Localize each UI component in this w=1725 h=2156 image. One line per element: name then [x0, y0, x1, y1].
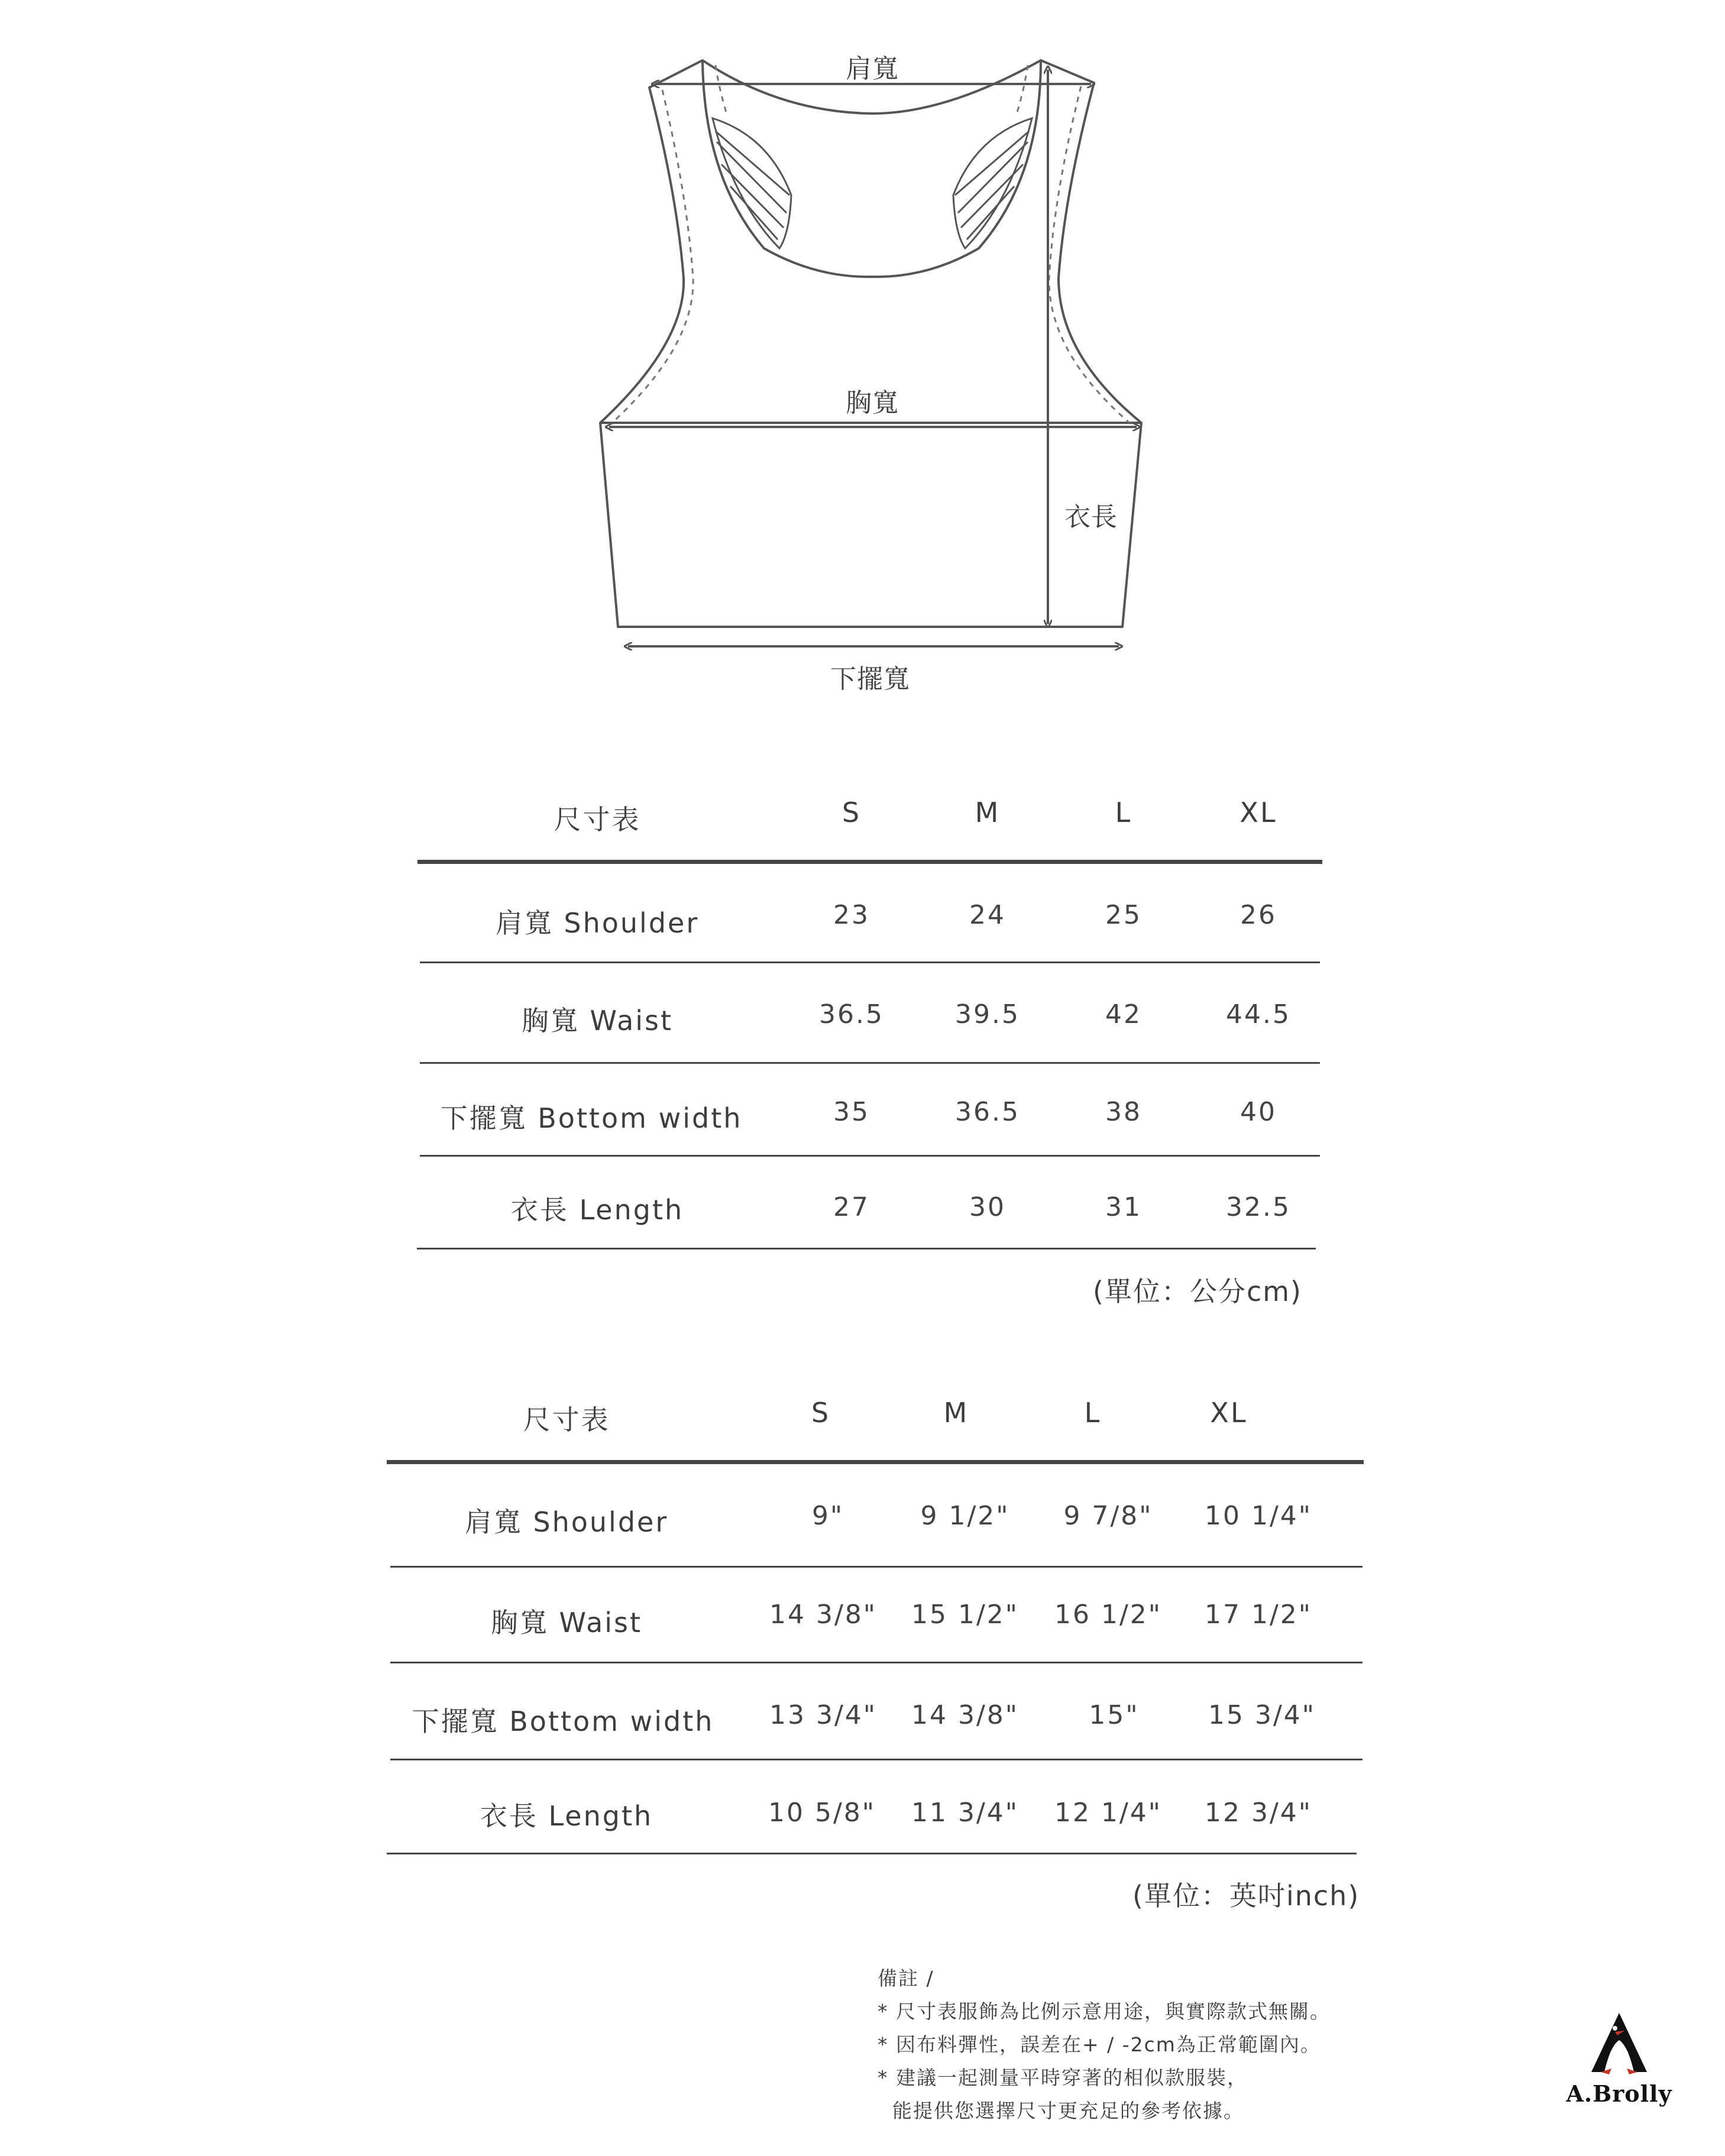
unit-note-inch: (單位：英吋inch): [1132, 1880, 1360, 1912]
table-cell: 38: [1105, 1097, 1142, 1127]
notes-block: [878, 1962, 1331, 2128]
table-cell: 26: [1240, 900, 1277, 930]
table-cell: 27: [833, 1192, 870, 1222]
tank-top-outline: [600, 60, 1141, 627]
row-divider: [390, 1759, 1362, 1760]
table-cell: 14 3/8": [769, 1600, 878, 1630]
table-cell: 14 3/8": [911, 1700, 1020, 1730]
row-label-bottom-width: 下擺寬 Bottom width: [440, 1102, 743, 1134]
header-divider: [418, 860, 1322, 864]
table-title: 尺寸表: [554, 804, 641, 836]
table-cell: 42: [1105, 999, 1142, 1030]
row-label-waist: 胸寬 Waist: [490, 1607, 643, 1639]
size-header-m: M: [975, 797, 1001, 828]
brand-name: A.Brolly: [1566, 2080, 1672, 2107]
table-cell: 35: [833, 1097, 870, 1127]
table-cell: 16 1/2": [1054, 1600, 1163, 1630]
note-line: * 建議一起測量平時穿著的相似款服裝，: [878, 2066, 1248, 2089]
table-cell: 10 5/8": [768, 1798, 876, 1828]
table-cell: 36.5: [819, 999, 884, 1030]
length-label: 衣長: [1064, 502, 1118, 532]
table-cell: 32.5: [1226, 1192, 1291, 1222]
table-cell: 9 7/8": [1063, 1501, 1153, 1531]
size-header-xl: XL: [1239, 797, 1277, 828]
table-cell: 25: [1105, 900, 1142, 930]
row-divider: [390, 1566, 1362, 1568]
table-cell: 15 1/2": [911, 1600, 1020, 1630]
table-cell: 24: [969, 900, 1006, 930]
garment-diagram: [0, 0, 1725, 710]
table-cell: 12 3/4": [1204, 1798, 1313, 1828]
shoulder-label: 肩寬: [846, 54, 899, 84]
row-label-shoulder: 肩寬 Shoulder: [464, 1506, 669, 1538]
note-line: * 因布料彈性，誤差在+ / -2cm為正常範圍內。: [878, 2033, 1321, 2056]
table-cell: 44.5: [1226, 999, 1291, 1030]
table-cell: 15 3/4": [1208, 1700, 1316, 1730]
stitch-lines: [612, 65, 1129, 423]
unit-note-cm: (單位：公分cm): [1093, 1276, 1302, 1307]
row-divider: [420, 962, 1320, 963]
row-divider: [420, 1155, 1320, 1157]
table-cell: 10 1/4": [1204, 1501, 1313, 1531]
note-line: 能提供您選擇尺寸更充足的參考依據。: [878, 2099, 1244, 2122]
table-cell: 31: [1105, 1192, 1142, 1222]
brand-logo: [1566, 2011, 1672, 2107]
measurement-arrows: [609, 70, 1137, 646]
table-cell: 9 1/2": [920, 1501, 1010, 1531]
size-header-s: S: [811, 1397, 831, 1429]
row-divider: [420, 1062, 1320, 1064]
size-header-s: S: [842, 797, 862, 828]
hem-label: 下擺寬: [830, 664, 910, 694]
row-label-bottom-width: 下擺寬 Bottom width: [412, 1705, 714, 1737]
header-divider: [387, 1460, 1364, 1464]
table-cell: 15": [1089, 1700, 1140, 1730]
size-header-xl: XL: [1210, 1397, 1248, 1429]
table-cell: 40: [1240, 1097, 1277, 1127]
table-cell: 23: [833, 900, 870, 930]
row-label-length: 衣長 Length: [480, 1800, 653, 1832]
notes-title: 備註 /: [878, 1967, 934, 1990]
table-bottom-line: [417, 1248, 1316, 1249]
back-shadow-panels: [713, 118, 1032, 248]
table-cell: 36.5: [955, 1097, 1020, 1127]
note-line: * 尺寸表服飾為比例示意用途，與實際款式無關。: [878, 2000, 1331, 2023]
table-cell: 30: [969, 1192, 1006, 1222]
size-header-l: L: [1084, 1397, 1102, 1429]
size-header-l: L: [1115, 797, 1132, 828]
table-cell: 11 3/4": [911, 1798, 1020, 1828]
size-header-m: M: [943, 1397, 969, 1429]
table-bottom-line: [387, 1853, 1357, 1854]
row-label-length: 衣長 Length: [510, 1194, 684, 1226]
table-cell: 9": [811, 1501, 844, 1531]
row-divider: [390, 1662, 1362, 1663]
table-cell: 13 3/4": [769, 1700, 878, 1730]
table-cell: 12 1/4": [1054, 1798, 1163, 1828]
chest-label: 胸寬: [846, 388, 899, 418]
table-title: 尺寸表: [523, 1404, 610, 1436]
row-label-waist: 胸寬 Waist: [521, 1005, 674, 1037]
table-cell: 39.5: [955, 999, 1020, 1030]
row-label-shoulder: 肩寬 Shoulder: [495, 907, 700, 939]
table-cell: 17 1/2": [1204, 1600, 1313, 1630]
penguin-a-logo-icon: [1581, 2011, 1658, 2076]
